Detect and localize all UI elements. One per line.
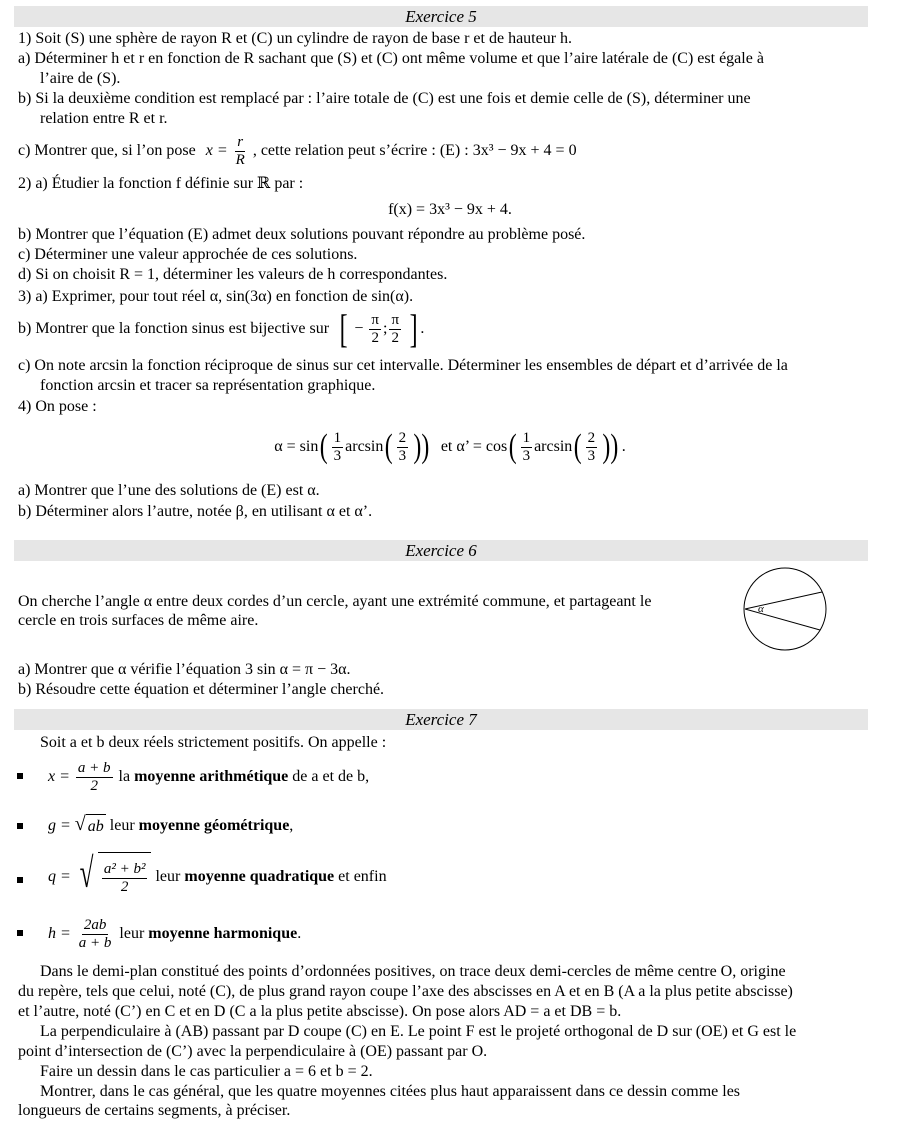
circle-chords-figure xyxy=(735,566,835,652)
frac-num: 1 xyxy=(333,429,342,446)
radicand: ab xyxy=(86,814,106,839)
ex7-p3: et l’autre, noté (C’) en C et en D (C a la plus petite abscisse). On pose alors AD = a et DB = b. xyxy=(18,1003,622,1020)
ex5-q2b: b) Montrer que l’équation (E) admet deux solutions pouvant répondre au problème posé. xyxy=(18,226,586,243)
paren: ( xyxy=(320,428,328,466)
arcsin-label: arcsin xyxy=(345,438,384,455)
ex5-q3b-left-bracket: [ xyxy=(339,306,348,352)
ex7-intro: Soit a et b deux réels strictement positifs. On appelle : xyxy=(40,734,387,751)
ex5-q4a: a) Montrer que l’une des solutions de (E) est α. xyxy=(18,482,320,499)
ex7-item-quadratic xyxy=(48,852,387,903)
ex5-q3b-sep: ; xyxy=(382,320,388,337)
arcsin-label: arcsin xyxy=(534,438,573,455)
frac-num: a + b xyxy=(77,759,111,776)
paren: ( xyxy=(385,428,393,466)
q-lhs: q = xyxy=(48,868,71,886)
frac-den: 3 xyxy=(522,447,531,464)
ex5-q1c-suffix: , cette relation peut s’écrire : (E) : 3x³ − 9x + 4 = 0 xyxy=(252,142,577,159)
frac-den: 3 xyxy=(333,447,342,464)
ex5-q3b-right-bracket: ] xyxy=(409,306,418,352)
exercise-5-header: Exercice 5 xyxy=(14,6,868,27)
ex7-p7: Montrer, dans le cas général, que les quatre moyennes citées plus haut apparaissent dans ce dessin comme les xyxy=(40,1083,741,1100)
exercise-7-header: Exercice 7 xyxy=(14,709,868,730)
ex5-q1a-line1: a) Déterminer h et r en fonction de R sachant que (S) et (C) ont même volume et que l’aire latérale de (C) est égale à xyxy=(18,50,764,67)
g-lhs: g = xyxy=(48,817,71,835)
text: leur xyxy=(109,817,135,835)
ex5-q3b-minus: − xyxy=(354,320,364,337)
ex5-q1b-line1: b) Si la deuxième condition est remplacé par : l’aire totale de (C) est une fois et demie celle de (S), déterminer une xyxy=(18,90,751,107)
bold-term: moyenne harmonique xyxy=(148,925,298,942)
ex7-p6: Faire un dessin dans le cas particulier a = 6 et b = 2. xyxy=(40,1063,373,1080)
h-fraction xyxy=(77,917,114,952)
radicand xyxy=(98,852,152,903)
bold-term: moyenne quadratique xyxy=(184,868,335,886)
ex5-q4-formula xyxy=(0,422,900,472)
ex7-item-harmonic xyxy=(48,912,301,956)
ex5-q1: 1) Soit (S) une sphère de rayon R et (C) un cylindre de rayon de base r et de hauteur h. xyxy=(18,30,573,47)
ex7-item-geometric xyxy=(48,814,293,839)
ex5-q3c-line1: c) On note arcsin la fonction réciproque de sinus sur cet intervalle. Déterminer les ensembles de départ et d’arrivée de la xyxy=(18,357,788,374)
ex5-q4-et: et α’ = cos xyxy=(440,438,508,455)
frac-num: a² + b² xyxy=(103,860,146,877)
ex7-item-arithmetic xyxy=(48,755,369,799)
ex5-q3a: 3) a) Exprimer, pour tout réel α, sin(3α) en fonction de sin(α). xyxy=(18,288,414,305)
bullet-icon xyxy=(17,930,23,936)
ex7-p5: point d’intersection de (C’) avec la perpendiculaire à (OE) passant par O. xyxy=(18,1043,488,1060)
ex5-q3b: b) Montrer que la fonction sinus est bijective sur [ − $\frac{\pi}{2}$ ; $\frac{\pi}{2}$ ] . xyxy=(18,306,425,352)
chord-lower xyxy=(745,609,820,630)
ex5-q1c-den: R xyxy=(235,151,245,168)
frac-den: 2 xyxy=(90,777,98,794)
radical-sign: √ xyxy=(74,813,86,835)
ex5-q1c xyxy=(18,131,577,171)
ex7-p4: La perpendiculaire à (AB) passant par D coupe (C) en E. Le point F est le projeté orthogonal de D sur (OE) et G est le xyxy=(40,1023,797,1040)
paren: )) xyxy=(413,428,430,466)
bold-term: moyenne géométrique xyxy=(138,817,290,835)
ex5-q4b: b) Déterminer alors l’autre, notée β, en utilisant α et α’. xyxy=(18,503,373,520)
ex5-q4-alpha: α = sin xyxy=(274,438,319,455)
frac-num: 2ab xyxy=(83,916,107,933)
text: leur xyxy=(119,925,145,942)
ex5-q3b-frac2-num: π xyxy=(391,311,400,328)
ex7-p8: longueurs de certains segments, à préciser. xyxy=(18,1102,291,1119)
q-fraction xyxy=(102,861,148,896)
chord-upper xyxy=(745,592,822,609)
text: de a et de b, xyxy=(292,768,370,785)
ex5-q1a-line2: l’aire de (S). xyxy=(40,70,121,87)
bullet-icon xyxy=(17,877,23,883)
sqrt xyxy=(75,814,106,839)
ex7-p2: du repère, tels que celui, noté (C), de plus grand rayon coupe l’axe des abscisses en A et en B (A a la plus petite abscisse) xyxy=(18,983,793,1000)
ex5-q3b-frac2 xyxy=(389,312,401,347)
ex5-q4-frac-a xyxy=(332,430,344,465)
ex5-q1c-num: r xyxy=(237,133,244,150)
frac-num: 2 xyxy=(398,429,407,446)
ex6-p2: cercle en trois surfaces de même aire. xyxy=(18,612,259,629)
ex5-q3b-frac1-den: 2 xyxy=(371,329,379,346)
ex5-q4-frac-b xyxy=(397,430,409,465)
ex7-p1: Dans le demi-plan constitué des points d’ordonnées positives, on trace deux demi-cercles de même centre O, origine xyxy=(40,963,786,980)
h-lhs: h = xyxy=(48,925,71,942)
ex5-q4: 4) On pose : xyxy=(18,398,97,415)
ex5-q2a: 2) a) Étudier la fonction f définie sur ℝ par : xyxy=(18,175,304,192)
sqrt xyxy=(75,852,152,903)
ex5-q4-frac-d xyxy=(586,430,598,465)
frac-den: 3 xyxy=(398,447,407,464)
radical-sign: √ xyxy=(79,851,94,897)
angle-alpha-label: α xyxy=(758,603,764,615)
ex5-q3b-frac2-den: 2 xyxy=(391,329,399,346)
frac-num: 1 xyxy=(522,429,531,446)
ex6-b: b) Résoudre cette équation et déterminer l’angle cherché. xyxy=(18,681,385,698)
ex6-p1: On cherche l’angle α entre deux cordes d’un cercle, ayant une extrémité commune, et partageant le xyxy=(18,593,652,610)
ex5-q2c: c) Déterminer une valeur approchée de ces solutions. xyxy=(18,246,358,263)
x-fraction xyxy=(76,760,113,795)
text: la xyxy=(118,768,131,785)
bullet-icon xyxy=(17,823,23,829)
ex5-q2d: d) Si on choisit R = 1, déterminer les valeurs de h correspondantes. xyxy=(18,266,448,283)
paren: ( xyxy=(508,428,517,466)
circle xyxy=(744,568,826,650)
frac-den: a + b xyxy=(78,934,112,951)
text: , xyxy=(289,817,294,835)
bold-term: moyenne arithmétique xyxy=(134,768,289,785)
text: et enfin xyxy=(338,868,387,886)
paren: ( xyxy=(573,428,582,466)
bullet-icon xyxy=(17,773,23,779)
ex5-q1c-prefix: c) Montrer que, si l’on pose xyxy=(18,142,196,159)
ex5-q3b-frac1 xyxy=(369,312,381,347)
ex5-q1c-lhs: x = xyxy=(205,142,228,159)
x-lhs: x = xyxy=(48,768,70,785)
exercise-6-header: Exercice 6 xyxy=(14,540,868,561)
ex5-q4-frac-c xyxy=(521,430,533,465)
frac-num: 2 xyxy=(587,429,596,446)
text: leur xyxy=(155,868,181,886)
frac-den: 3 xyxy=(587,447,596,464)
ex5-q1b-line2: relation entre R et r. xyxy=(40,110,168,127)
formula-end: . xyxy=(621,438,626,455)
text: . xyxy=(297,925,302,942)
paren: )) xyxy=(602,428,619,466)
ex5-q3c-line2: fonction arcsin et tracer sa représentation graphique. xyxy=(40,377,376,394)
ex5-q1c-fraction xyxy=(234,134,247,169)
frac-den: 2 xyxy=(120,878,129,895)
ex5-q2a-formula: f(x) = 3x³ − 9x + 4. xyxy=(388,201,512,218)
ex6-a: a) Montrer que α vérifie l’équation 3 sin α = π − 3α. xyxy=(18,661,351,678)
ex5-q3b-prefix: b) Montrer que la fonction sinus est bijective sur xyxy=(18,320,330,337)
ex5-q3b-frac1-num: π xyxy=(371,311,379,328)
